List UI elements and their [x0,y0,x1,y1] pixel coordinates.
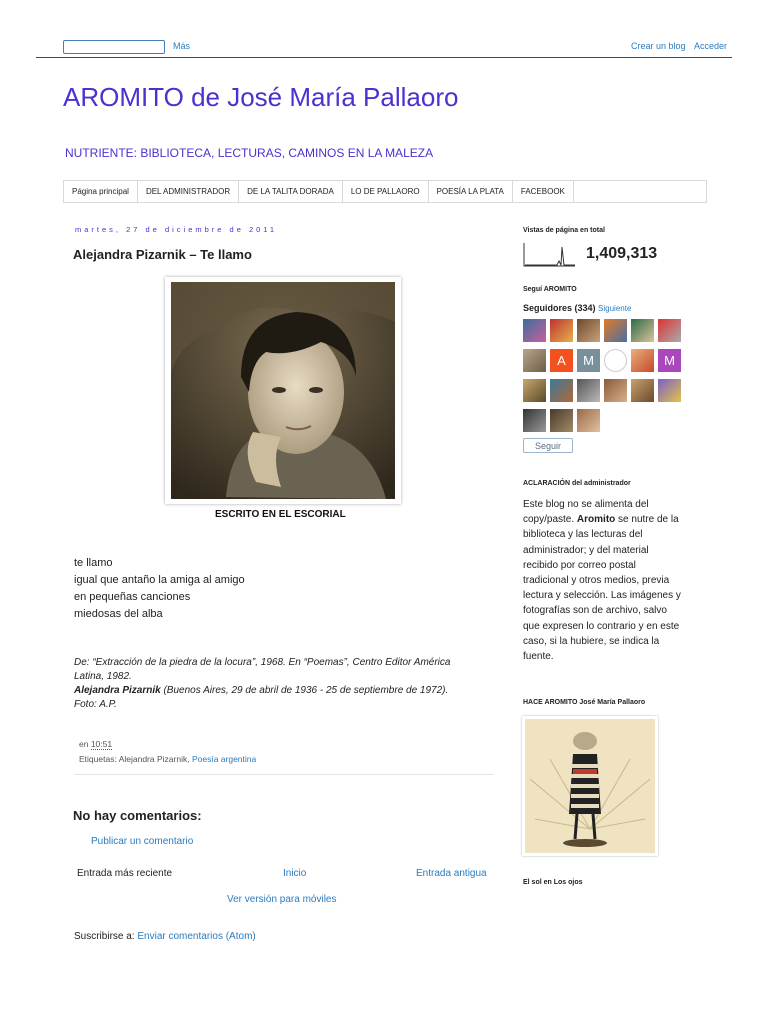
sol-title: El sol en Los ojos [523,879,583,886]
follower-avatar[interactable] [523,379,546,402]
more-link[interactable]: Más [173,41,191,51]
portrait-photo[interactable] [171,282,395,499]
poster-image[interactable] [525,719,655,853]
followers-heading [523,303,631,313]
follower-avatar[interactable]: M [577,349,600,372]
navbar-divider [36,57,732,58]
blog-description: NUTRIENTE: BIBLIOTECA, LECTURAS, CAMINOS EN LA MALEZA [65,146,434,160]
create-blog-link[interactable]: Crear un blog [631,41,686,51]
follower-avatar[interactable] [550,409,573,432]
labels-prefix: Etiquetas: [79,754,119,764]
follow-button[interactable]: Seguir [523,438,573,453]
views-count: 1,409,313 [586,245,658,262]
post-title[interactable]: Alejandra Pizarnik – Te llamo [73,247,252,262]
older-post-link[interactable]: Entrada antigua [416,868,487,879]
aclaracion-part: se nutre de la biblioteca y las lecturas del administrador; y del material recibido por correo postal tradicional y otros medios, previa lectura y selección. Las imágenes y fotografías son de archivo, salvo que expresen lo contrario y en este caso, si la hubiere, se indica la fuente. [523,514,681,663]
page-tabs [63,180,707,203]
poem-line: miedosas del alba [74,608,163,620]
follower-avatar[interactable] [523,409,546,432]
tab-talita-dorada[interactable]: DE LA TALITA DORADA [239,181,343,202]
follower-avatar[interactable] [631,379,654,402]
next-followers-link[interactable]: Siguiente [598,304,632,313]
aclaracion-title: ACLARACIÓN del administrador [523,480,631,487]
poem-line: en pequeñas canciones [74,591,191,603]
tab-home[interactable]: Página principal [64,181,138,202]
poem-body [74,555,245,623]
aclaracion-bold: Aromito [576,514,616,526]
hace-aromito-title: HACE AROMITO José María Pallaoro [523,699,646,706]
post-footer [79,739,256,769]
follower-avatar[interactable] [631,349,654,372]
label-separator: , [187,754,192,764]
mobile-version-link[interactable]: Ver versión para móviles [227,894,337,905]
follower-avatar[interactable] [604,319,627,342]
post-date: martes, 27 de diciembre de 2011 [75,225,278,234]
follower-avatar[interactable] [577,379,600,402]
follower-avatar[interactable] [550,379,573,402]
follower-avatar[interactable] [523,349,546,372]
label-link-pizarnik[interactable]: Alejandra Pizarnik [118,754,188,764]
tab-poesia-la-plata[interactable]: POESÍA LA PLATA [429,181,513,202]
follower-avatar[interactable] [550,319,573,342]
views-sparkline [523,241,576,267]
tab-administrador[interactable]: DEL ADMINISTRADOR [138,181,239,202]
follower-avatar[interactable] [658,319,681,342]
author-name: Alejandra Pizarnik [74,685,161,696]
follower-avatar[interactable] [577,409,600,432]
poster-image-frame[interactable] [522,716,658,856]
tab-facebook[interactable]: FACEBOOK [513,181,574,202]
source-line: Latina, 1982. [74,671,132,682]
author-details: (Buenos Aires, 29 de abril de 1936 - 25 de septiembre de 1972). [160,685,449,696]
login-link[interactable]: Acceder [694,41,728,51]
subscribe-line [74,931,256,942]
tab-pallaoro[interactable]: LO DE PALLAORO [343,181,429,202]
follower-avatar[interactable]: A [550,349,573,372]
post-divider [74,774,494,775]
follower-avatar[interactable] [577,319,600,342]
time-prefix: en [79,739,91,749]
subscribe-prefix: Suscribirse a: [74,931,138,942]
home-link[interactable]: Inicio [283,868,307,879]
search-input[interactable] [63,40,165,54]
photo-credit: Foto: A.P. [74,699,117,710]
followers-count: Seguidores (334) [523,303,596,313]
publish-comment-link[interactable]: Publicar un comentario [91,836,194,847]
follower-avatar[interactable] [658,379,681,402]
follower-avatar[interactable] [523,319,546,342]
newer-post-link[interactable]: Entrada más reciente [77,868,173,879]
source-line: De: “Extracción de la piedra de la locura”, 1968. En “Poemas”, Centro Editor América [74,657,451,668]
label-link-poesia-argentina[interactable]: Poesía argentina [191,754,257,764]
post-image-frame[interactable] [165,277,401,504]
poem-line: te llamo [74,557,113,569]
source-info [74,656,494,712]
blog-title[interactable]: AROMITO de José María Pallaoro [63,82,459,112]
poem-line: igual que antaño la amiga al amigo [74,574,245,586]
follower-avatar[interactable] [631,319,654,342]
aclaracion-part: Este blog no se alimenta del copy/paste. [523,499,649,526]
aclaracion-text [523,497,683,664]
follower-avatar[interactable] [604,379,627,402]
follower-avatar[interactable]: M [658,349,681,372]
views-title: Vistas de página en total [523,227,605,234]
post-timestamp-link[interactable]: 10:51 [90,739,113,749]
follower-avatar[interactable] [604,349,627,372]
navbar [0,0,768,58]
follow-title: Seguí AROMITO [523,286,577,293]
comments-heading: No hay comentarios: [73,808,202,823]
atom-feed-link[interactable]: Enviar comentarios (Atom) [137,931,256,942]
image-caption: ESCRITO EN EL ESCORIAL [215,509,346,520]
